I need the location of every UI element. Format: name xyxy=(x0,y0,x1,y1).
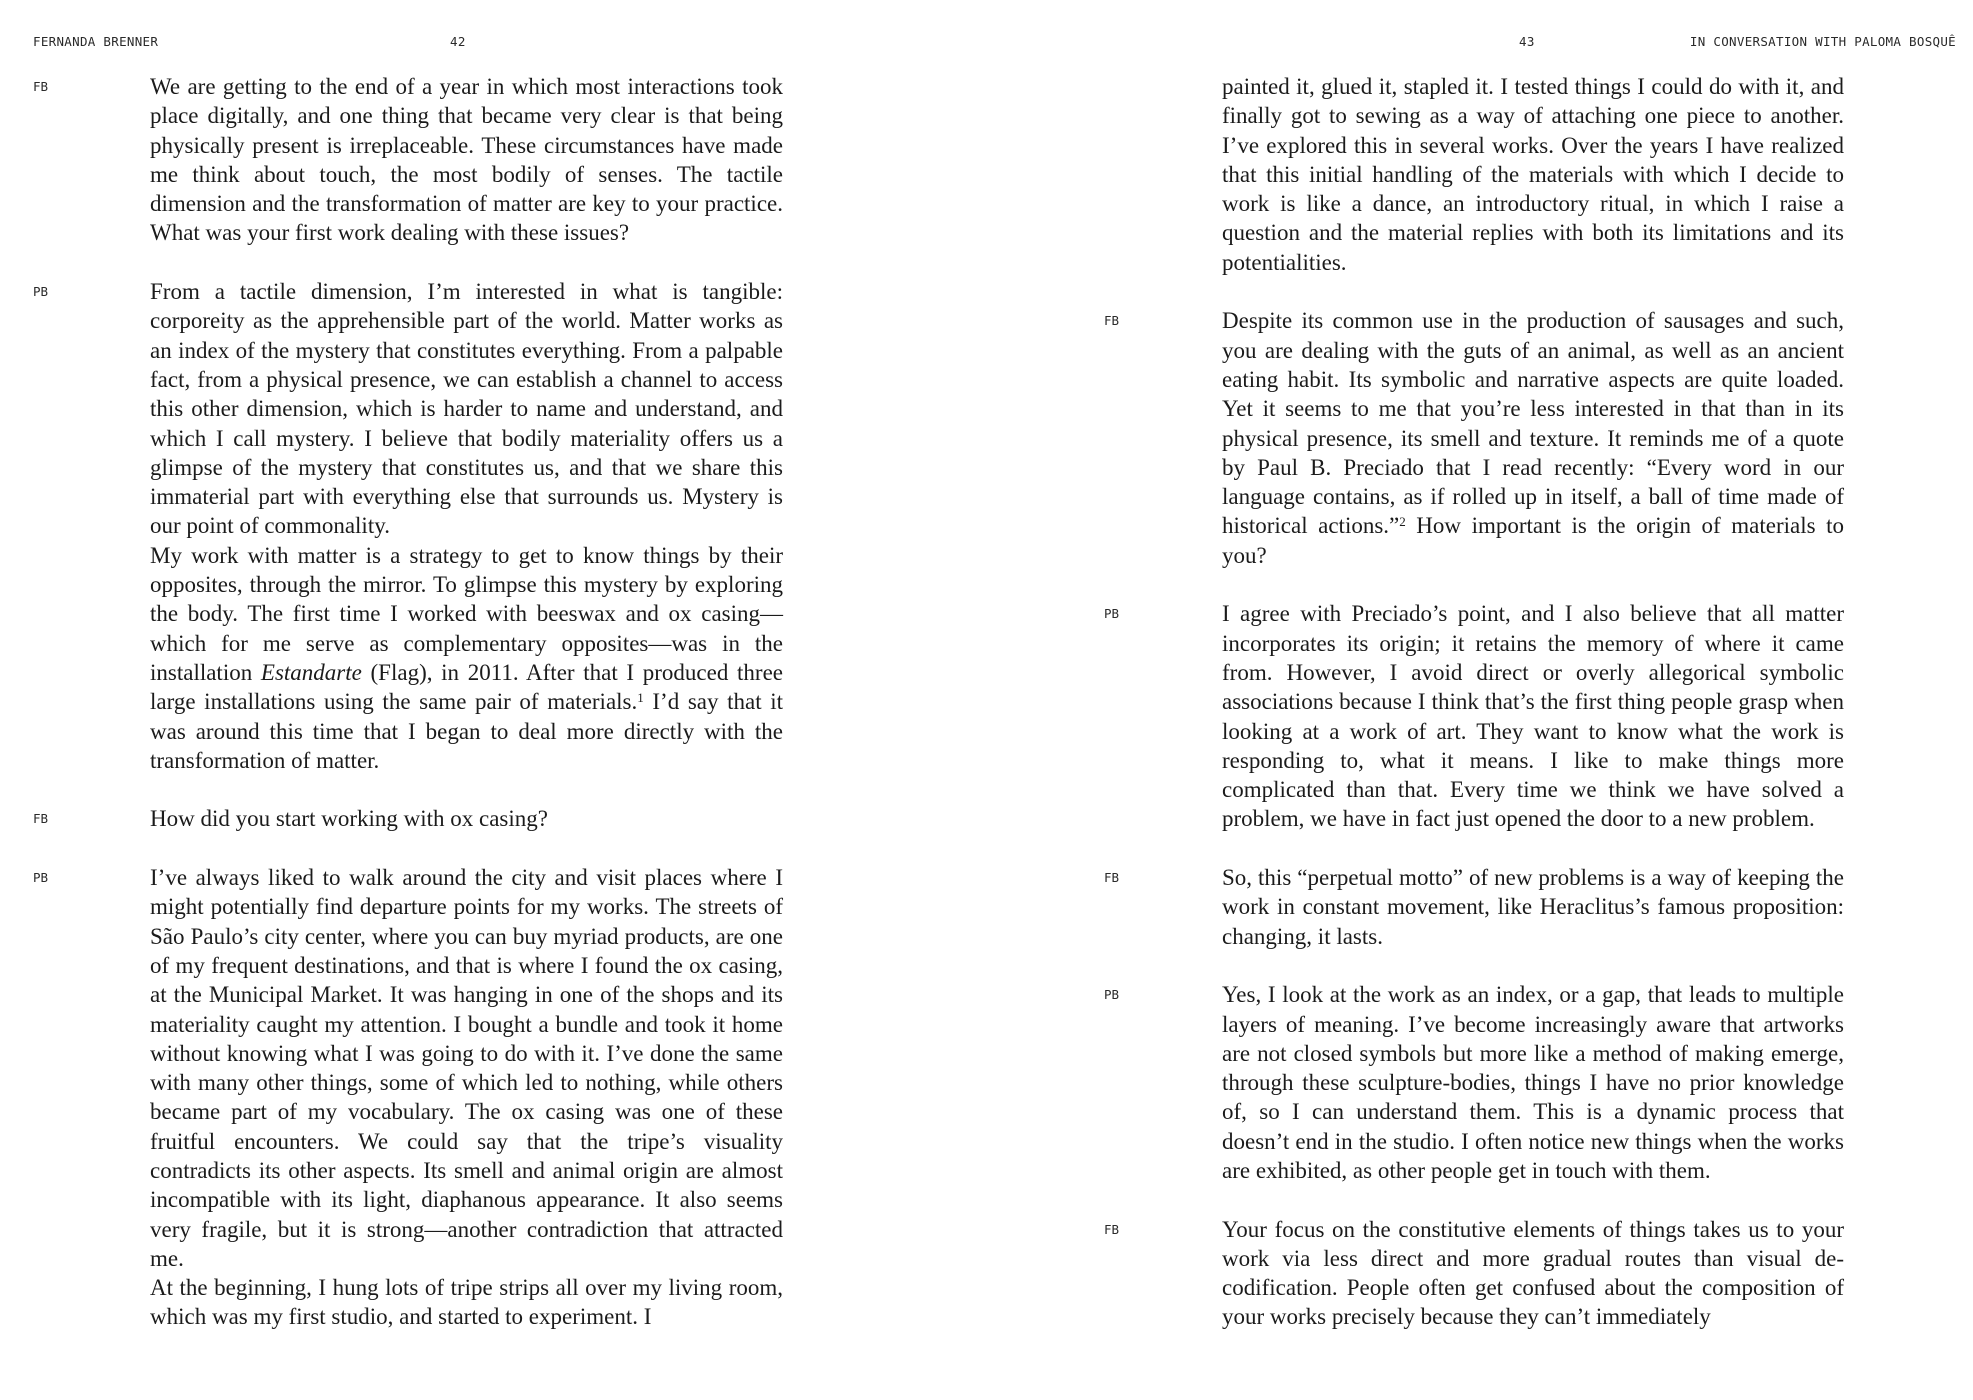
speaker-initials: PB xyxy=(33,870,49,886)
interview-entry xyxy=(33,277,783,775)
interview-entry xyxy=(1104,1215,1844,1332)
paragraph-text: Despite its common use in the production of sausages and such, you are dealing with the guts of an animal, as well as an ancient eating habit. Its symbolic and narrative aspects are quite loaded. Yet it seems to me that you’re less interested in that than in its physical presence, its smell and texture. It reminds me of a quote by Paul B. Preciado that I read recently: “Every word in our language contains, as if rolled up in itself, a ball of time made of historical actions.” xyxy=(1222,308,1844,539)
paragraph: How did you start working with ox casing? xyxy=(150,806,548,832)
interview-entry xyxy=(1104,980,1844,1185)
interview-entry xyxy=(1104,863,1844,951)
paragraph: From a tactile dimension, I’m interested in what is tangible: corporeity as the apprehensible part of the world. Matter works as an index of the mystery that constitutes everything. From a palpable fact, from a physical presence, we can establish a channel to access this other dimension, which is harder to name and understand, and which I call mystery. I believe that bodily materiality offers us a glimpse of the mystery that constitutes us, and that we share this immaterial part with everything else that surrounds us. Mystery is our point of commonality. xyxy=(150,279,783,539)
paragraph xyxy=(150,541,783,775)
speaker-initials: FB xyxy=(33,79,49,94)
speaker-initials: PB xyxy=(1104,987,1120,1003)
speaker-initials: FB xyxy=(1104,1221,1120,1237)
page-number-right: 43 xyxy=(1519,34,1535,49)
running-title-right: IN CONVERSATION WITH PALOMA BOSQUÊ xyxy=(1689,34,1956,49)
artwork-title: Estandarte xyxy=(260,659,362,685)
paragraph: So, this “perpetual motto” of new problems is a way of keeping the work in constant movement, like Heraclitus’s famous proposition: changing, it lasts. xyxy=(1222,865,1844,949)
interview-entry xyxy=(33,72,783,248)
paragraph-text: My work with matter is a strategy to get to know things by their opposites, through the mirror. To glimpse this mystery by exploring the body. The first time I worked with beeswax and ox casing—which for me serve as complementary opposites—was in the installation xyxy=(150,542,783,685)
speaker-initials: FB xyxy=(33,811,49,827)
right-column xyxy=(1104,72,1844,1361)
speaker-initials: PB xyxy=(33,284,49,300)
paragraph-text: I’d say that it was around this time that I began to deal more directly with the transformation of matter. xyxy=(150,689,783,773)
footnote-marker[interactable]: 2 xyxy=(1399,514,1406,530)
page-number-left: 42 xyxy=(450,34,466,49)
interview-entry xyxy=(1104,306,1844,570)
paragraph-text: How important is the origin of materials to you? xyxy=(1222,513,1844,568)
paragraph: At the beginning, I hung lots of tripe strips all over my living room, which was my first studio, and started to experiment. I xyxy=(150,1275,783,1330)
interview-entry-continuation xyxy=(1104,72,1844,277)
paragraph: I’ve always liked to walk around the city and visit places where I might potentially find departure points for my works. The streets of São Paulo’s city center, where you can buy myriad products, are one of my frequent destinations, and that is where I found the ox casing, at the Municipal Market. It was hanging in one of the shops and its materiality caught my attention. I bought a bundle and took it home without knowing what I was going to do with it. I’ve done the same with many other things, some of which led to nothing, while others became part of my vocabulary. The ox casing was one of these fruitful encounters. We could say that the tripe’s visuality contradicts its other aspects. Its smell and animal origin are almost incompatible with its light, diaphanous appearance. It also seems very fragile, but it is strong—another contradiction that attracted me. xyxy=(150,865,783,1271)
interview-entry xyxy=(1104,599,1844,833)
speaker-initials: FB xyxy=(1104,313,1120,329)
footnote-marker[interactable]: 1 xyxy=(637,690,644,706)
paragraph xyxy=(1222,306,1844,570)
paragraph-text: (Flag), in 2011. After that I produced three large installations using the same pair of materials. xyxy=(150,659,783,715)
left-column xyxy=(33,72,783,1361)
interview-entry xyxy=(33,863,783,1332)
speaker-initials: PB xyxy=(1104,606,1120,622)
speaker-initials: FB xyxy=(1104,870,1120,886)
interview-entry xyxy=(33,804,783,833)
right-page xyxy=(986,0,1973,1400)
paragraph: painted it, glued it, stapled it. I tested things I could do with it, and finally got to sewing as a way of attaching one piece to another. I’ve explored this in several works. Over the years I have realized that this initial handling of the materials with which I decide to work is like a dance, an introductory ritual, in which I raise a question and the material replies with both its limitations and its potentialities. xyxy=(1222,74,1844,275)
running-title-left: FERNANDA BRENNER xyxy=(33,34,159,49)
left-page xyxy=(0,0,986,1400)
paragraph: Your focus on the constitutive elements of things takes us to your work via less direct and more gradual routes than visual de-codification. People often get confused about the composition of your works precisely because they can’t immediately xyxy=(1222,1216,1844,1330)
paragraph: We are getting to the end of a year in which most interactions took place digitally, and one thing that became very clear is that being physically present is irreplaceable. These circumstances have made me think about touch, the most bodily of senses. The tactile dimension and the transformation of matter are key to your practice. What was your first work dealing with these issues? xyxy=(150,74,783,246)
paragraph: Yes, I look at the work as an index, or a gap, that leads to multiple layers of meaning. I’ve become increasingly aware that artworks are not closed symbols but more like a method of making emerge, through these sculpture-bodies, things I have no prior knowledge of, so I can understand them. This is a dynamic process that doesn’t end in the studio. I often notice new things when the works are exhibited, as other people get in touch with them. xyxy=(1222,982,1844,1183)
paragraph: I agree with Preciado’s point, and I also believe that all matter incorporates its origin; it retains the memory of where it came from. However, I avoid direct or overly allegorical symbolic associations because I think that’s the first thing people grasp when looking at a work of art. They want to know what the work is responding to, what it means. I like to make things more complicated than that. Every time we think we have solved a problem, we have in fact just opened the door to a new problem. xyxy=(1222,601,1844,832)
